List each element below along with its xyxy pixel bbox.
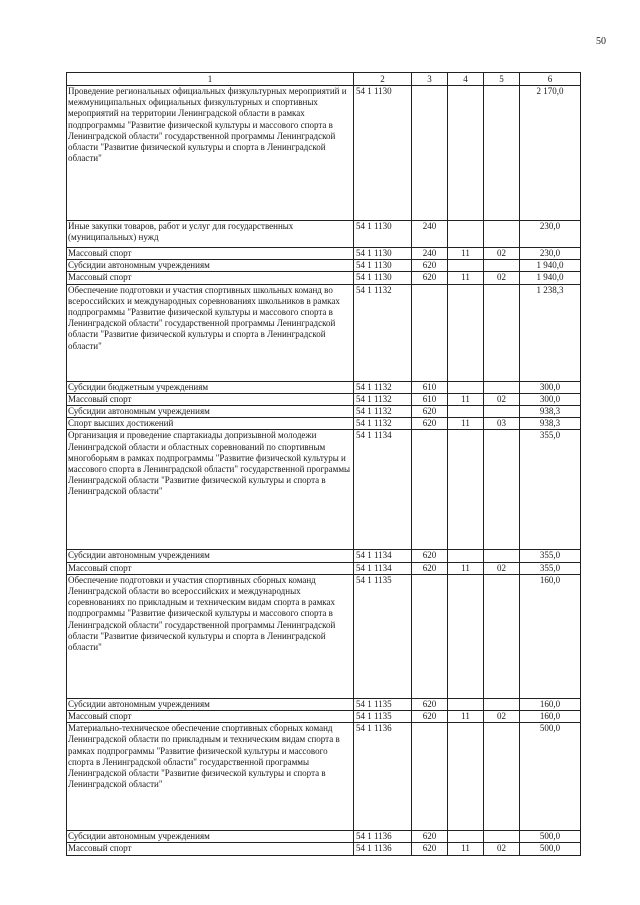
row-amount: 300,0 xyxy=(520,381,581,393)
table-row xyxy=(67,562,581,574)
row-section xyxy=(448,221,484,248)
row-subsection xyxy=(484,698,520,710)
row-section: 11 xyxy=(448,711,484,723)
row-amount: 938,3 xyxy=(520,418,581,430)
table-row xyxy=(67,260,581,272)
row-section: 11 xyxy=(448,562,484,574)
row-amount: 160,0 xyxy=(520,574,581,698)
row-expense-type: 610 xyxy=(412,381,448,393)
row-amount: 500,0 xyxy=(520,831,581,843)
table-row xyxy=(67,574,581,698)
row-subsection: 02 xyxy=(484,393,520,405)
row-code: 54 1 1130 xyxy=(354,221,412,248)
row-section xyxy=(448,723,484,831)
row-expense-type xyxy=(412,574,448,698)
row-code: 54 1 1135 xyxy=(354,698,412,710)
row-name: Субсидии бюджетным учреждениям xyxy=(67,381,354,393)
row-amount: 1 940,0 xyxy=(520,272,581,284)
row-section xyxy=(448,406,484,418)
row-code: 54 1 1132 xyxy=(354,381,412,393)
row-expense-type: 240 xyxy=(412,221,448,248)
row-code: 54 1 1132 xyxy=(354,406,412,418)
row-name: Организация и проведение спартакиады допризывной молодежи Ленинградской области и областных соревнований по спортивным многоборьям в рамках подпрограммы "Развитие физической культуры и массового спорта в Ленинградской области" государственной программы Ленинградской области "Развитие физической культуры и спорта в Ленинградской области" xyxy=(67,430,354,550)
row-expense-type: 240 xyxy=(412,248,448,260)
row-section xyxy=(448,550,484,562)
row-name: Субсидии автономным учреждениям xyxy=(67,698,354,710)
row-expense-type: 620 xyxy=(412,260,448,272)
table-row xyxy=(67,248,581,260)
row-subsection xyxy=(484,86,520,221)
row-subsection xyxy=(484,260,520,272)
budget-table xyxy=(66,72,581,856)
column-header: 4 xyxy=(448,73,484,86)
row-code: 54 1 1130 xyxy=(354,86,412,221)
row-name: Субсидии автономным учреждениям xyxy=(67,831,354,843)
row-name: Массовый спорт xyxy=(67,393,354,405)
column-header: 1 xyxy=(67,73,354,86)
row-code: 54 1 1132 xyxy=(354,284,412,381)
row-subsection xyxy=(484,221,520,248)
row-section: 11 xyxy=(448,272,484,284)
row-subsection: 02 xyxy=(484,711,520,723)
row-expense-type: 610 xyxy=(412,393,448,405)
row-name: Субсидии автономным учреждениям xyxy=(67,550,354,562)
row-expense-type xyxy=(412,430,448,550)
row-code: 54 1 1134 xyxy=(354,430,412,550)
table-row xyxy=(67,272,581,284)
row-subsection xyxy=(484,430,520,550)
row-amount: 355,0 xyxy=(520,562,581,574)
page-number: 50 xyxy=(596,36,606,47)
row-amount: 355,0 xyxy=(520,430,581,550)
row-subsection xyxy=(484,831,520,843)
row-name: Массовый спорт xyxy=(67,711,354,723)
row-section xyxy=(448,831,484,843)
row-amount: 938,3 xyxy=(520,406,581,418)
row-code: 54 1 1132 xyxy=(354,418,412,430)
row-section xyxy=(448,86,484,221)
row-subsection xyxy=(484,406,520,418)
row-expense-type: 620 xyxy=(412,406,448,418)
row-code: 54 1 1130 xyxy=(354,260,412,272)
row-amount: 1 238,3 xyxy=(520,284,581,381)
row-subsection: 02 xyxy=(484,843,520,855)
row-expense-type: 620 xyxy=(412,418,448,430)
row-expense-type xyxy=(412,284,448,381)
row-section: 11 xyxy=(448,248,484,260)
row-amount: 500,0 xyxy=(520,843,581,855)
table-row xyxy=(67,221,581,248)
row-section xyxy=(448,430,484,550)
row-name: Обеспечение подготовки и участия спортивных школьных команд во всероссийских и международных соревнованиях школьников в рамках подпрограммы "Развитие физической культуры и массового спорта в Ленинградской области" государственной программы Ленинградской области "Развитие физической культуры и спорта в Ленинградской области" xyxy=(67,284,354,381)
row-name: Субсидии автономным учреждениям xyxy=(67,406,354,418)
row-amount: 160,0 xyxy=(520,698,581,710)
table-row xyxy=(67,698,581,710)
row-code: 54 1 1134 xyxy=(354,562,412,574)
row-subsection: 02 xyxy=(484,272,520,284)
table-row xyxy=(67,418,581,430)
row-amount: 230,0 xyxy=(520,248,581,260)
row-expense-type xyxy=(412,86,448,221)
row-section: 11 xyxy=(448,418,484,430)
row-section xyxy=(448,574,484,698)
row-amount: 230,0 xyxy=(520,221,581,248)
row-subsection xyxy=(484,574,520,698)
column-header: 6 xyxy=(520,73,581,86)
row-subsection: 02 xyxy=(484,248,520,260)
table-row xyxy=(67,381,581,393)
row-code: 54 1 1136 xyxy=(354,723,412,831)
table-row xyxy=(67,406,581,418)
row-amount: 2 170,0 xyxy=(520,86,581,221)
row-subsection xyxy=(484,284,520,381)
row-code: 54 1 1130 xyxy=(354,272,412,284)
row-code: 54 1 1135 xyxy=(354,574,412,698)
row-name: Иные закупки товаров, работ и услуг для государственных (муниципальных) нужд xyxy=(67,221,354,248)
table-row xyxy=(67,550,581,562)
row-expense-type: 620 xyxy=(412,698,448,710)
column-header: 5 xyxy=(484,73,520,86)
table-row xyxy=(67,393,581,405)
row-expense-type: 620 xyxy=(412,831,448,843)
row-name: Проведение региональных официальных физкультурных мероприятий и межмуниципальных официальных физкультурных и спортивных мероприятий на территории Ленинградской области в рамках подпрограммы "Развитие физической культуры и массового спорта в Ленинградской области" государственной программы Ленинградской области "Развитие физической культуры и спорта в Ленинградской области" xyxy=(67,86,354,221)
row-section xyxy=(448,284,484,381)
row-code: 54 1 1136 xyxy=(354,843,412,855)
row-name: Массовый спорт xyxy=(67,562,354,574)
row-code: 54 1 1134 xyxy=(354,550,412,562)
row-amount: 300,0 xyxy=(520,393,581,405)
row-section: 11 xyxy=(448,843,484,855)
table-header-row xyxy=(67,73,581,86)
row-name: Материально-техническое обеспечение спортивных сборных команд Ленинградской области по прикладным и техническим видам спорта в рамках подпрограммы "Развитие физической культуры и массового спорта в Ленинградской области" государственной программы Ленинградской области "Развитие физической культуры и спорта в Ленинградской области" xyxy=(67,723,354,831)
row-subsection xyxy=(484,550,520,562)
row-code: 54 1 1135 xyxy=(354,711,412,723)
table-row xyxy=(67,723,581,831)
row-name: Массовый спорт xyxy=(67,843,354,855)
row-name: Массовый спорт xyxy=(67,272,354,284)
row-amount: 500,0 xyxy=(520,723,581,831)
row-section: 11 xyxy=(448,393,484,405)
row-amount: 355,0 xyxy=(520,550,581,562)
row-expense-type: 620 xyxy=(412,711,448,723)
table-row xyxy=(67,284,581,381)
table-row xyxy=(67,430,581,550)
table-row xyxy=(67,843,581,855)
row-amount: 160,0 xyxy=(520,711,581,723)
table-row xyxy=(67,86,581,221)
row-section xyxy=(448,698,484,710)
row-name: Спорт высших достижений xyxy=(67,418,354,430)
column-header: 3 xyxy=(412,73,448,86)
row-name: Массовый спорт xyxy=(67,248,354,260)
row-subsection: 02 xyxy=(484,562,520,574)
row-subsection xyxy=(484,723,520,831)
row-code: 54 1 1130 xyxy=(354,248,412,260)
row-expense-type: 620 xyxy=(412,843,448,855)
table-row xyxy=(67,831,581,843)
row-expense-type xyxy=(412,723,448,831)
row-name: Обеспечение подготовки и участия спортивных сборных команд Ленинградской области во всероссийских и международных соревнованиях по прикладным и техническим видам спорта в рамках подпрограммы "Развитие физической культуры и массового спорта в Ленинградской области" государственной программы Ленинградской области "Развитие физической культуры и спорта в Ленинградской области" xyxy=(67,574,354,698)
row-amount: 1 940,0 xyxy=(520,260,581,272)
row-name: Субсидии автономным учреждениям xyxy=(67,260,354,272)
row-expense-type: 620 xyxy=(412,562,448,574)
row-expense-type: 620 xyxy=(412,272,448,284)
row-subsection: 03 xyxy=(484,418,520,430)
table-row xyxy=(67,711,581,723)
row-section xyxy=(448,260,484,272)
row-section xyxy=(448,381,484,393)
column-header: 2 xyxy=(354,73,412,86)
row-subsection xyxy=(484,381,520,393)
row-code: 54 1 1136 xyxy=(354,831,412,843)
row-code: 54 1 1132 xyxy=(354,393,412,405)
row-expense-type: 620 xyxy=(412,550,448,562)
